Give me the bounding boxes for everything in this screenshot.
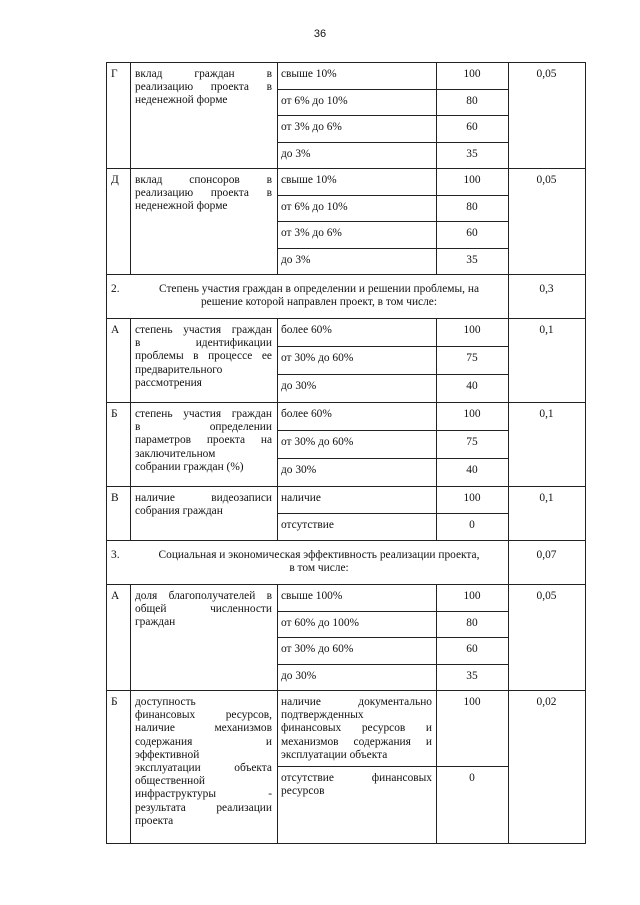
option-score: 100 [463,492,481,504]
option-label: от 6% до 10% [281,94,348,107]
table-vertical-rule [130,402,131,487]
table-horizontal-rule [106,168,586,169]
criterion-text-line: доступность [135,696,196,708]
weight-value: 0,05 [536,174,557,186]
option-score: 80 [466,94,478,107]
option-label: более 60% [281,408,332,420]
option-score: 60 [466,121,478,133]
table-vertical-rule [130,62,131,275]
option-label: свыше 100% [281,590,343,602]
table-horizontal-rule [106,318,586,319]
table-vertical-rule [508,486,509,541]
table-vertical-rule [130,486,131,541]
criterion-text-line: граждан [135,616,176,629]
criterion-text-line: рассмотрения [135,376,202,389]
table-horizontal-rule [277,458,509,459]
criterion-text-line: вклад граждан в [135,68,272,80]
row-letter: Д [111,174,119,186]
table-vertical-rule [130,584,131,691]
row-letter: Б [111,408,118,420]
criterion-text-line: в идентификации [135,337,272,350]
criterion-text-line: собрании граждан (%) [135,460,244,473]
criterion-text-line: эксплуатации объекта [135,762,272,774]
option-score: 100 [463,696,481,708]
criterion-text-line: доля благополучателей в [135,590,272,602]
table-vertical-rule [508,540,509,585]
option-score: 40 [466,380,478,392]
option-label: до 3% [281,147,311,160]
table-horizontal-rule [277,766,509,767]
criterion-text-line: наличие видеозаписи [135,492,272,504]
table-horizontal-rule [106,486,586,487]
section-title: Степень участия граждан в определении и решении проблемы, на [159,283,479,295]
table-vertical-rule [277,318,278,403]
option-label-line: отсутствие финансовых [281,772,432,784]
table-horizontal-rule [277,248,509,249]
row-letter: Б [111,696,118,708]
table-vertical-rule [277,402,278,487]
table-horizontal-rule [106,843,586,844]
table-vertical-rule [436,690,437,844]
row-letter: А [111,590,120,602]
criterion-text-line: в определении [135,421,272,434]
option-label: от 30% до 60% [281,643,354,655]
criterion-text-line: общественной [135,775,205,788]
criterion-text-line: финансовых ресурсов, [135,709,272,722]
option-label: от 30% до 60% [281,352,354,364]
criterion-text-line: эффективной [135,748,200,761]
table-horizontal-rule [277,221,509,222]
criterion-text-line: параметров проекта на [135,434,272,447]
section-number: 2. [111,283,120,295]
table-vertical-rule [130,690,131,844]
criterion-text-line: заключительном [135,447,216,460]
criterion-text-line: степень участия граждан [135,324,272,336]
table-vertical-rule [277,584,278,691]
option-score: 35 [466,669,478,682]
table-vertical-rule [508,318,509,403]
table-horizontal-rule [106,584,586,585]
weight-value: 0,3 [539,283,554,295]
table-vertical-rule [508,274,509,319]
table-horizontal-rule [277,430,509,431]
criterion-text-line: собрания граждан [135,505,223,518]
weight-value: 0,05 [536,590,557,602]
criterion-text-line: результата реализации [135,801,272,814]
criterion-text-line: инфраструктуры - [135,788,272,801]
option-score: 75 [466,436,478,448]
criterion-text-line: реализацию проекта в [135,187,272,200]
option-label: от 3% до 6% [281,121,342,133]
table-vertical-rule [436,486,437,541]
option-label: от 30% до 60% [281,436,354,448]
table-vertical-rule [436,318,437,403]
table-horizontal-rule [277,115,509,116]
table-vertical-rule [277,486,278,541]
section-title: решение которой направлен проект, в том числе: [200,296,438,309]
table-horizontal-rule [277,346,509,347]
criterion-text-line: степень участия граждан [135,408,272,420]
option-score: 100 [463,590,481,602]
table-horizontal-rule [106,62,586,63]
option-label: более 60% [281,324,332,336]
option-score: 0 [469,519,475,531]
table-horizontal-rule [277,637,509,638]
option-label-line: наличие документально [281,696,432,708]
table-vertical-rule [508,690,509,844]
option-score: 100 [463,174,481,186]
weight-value: 0,1 [539,408,554,420]
criterion-text-line: неденежной форме [135,94,228,107]
option-score: 40 [466,464,478,476]
table-horizontal-rule [106,540,586,541]
table-vertical-rule [508,584,509,691]
table-vertical-rule [436,584,437,691]
table-vertical-rule [585,62,586,844]
option-score: 35 [466,253,478,266]
option-score: 100 [463,408,481,420]
section-title: в том числе: [289,562,349,575]
option-score: 60 [466,227,478,239]
page-number: 36 [313,28,327,40]
table-vertical-rule [436,62,437,275]
criterion-text-line: наличие механизмов [135,722,272,735]
option-score: 35 [466,147,478,160]
section-title: Социальная и экономическая эффективность реализации проекта, [158,549,480,561]
table-vertical-rule [106,62,107,844]
option-label-line: подтвержденных [281,709,364,722]
option-label: до 30% [281,669,317,682]
table-vertical-rule [508,62,509,275]
option-label: до 3% [281,253,311,266]
criterion-text-line: предварительного [135,363,223,376]
option-score: 0 [469,772,475,784]
option-score: 60 [466,643,478,655]
option-label: от 3% до 6% [281,227,342,239]
table-vertical-rule [277,62,278,275]
weight-value: 0,1 [539,324,554,336]
table-horizontal-rule [106,274,586,275]
option-label: от 6% до 10% [281,200,348,213]
criterion-text-line: содержания и [135,735,272,748]
row-letter: Г [111,68,118,80]
table-horizontal-rule [277,142,509,143]
option-score: 75 [466,352,478,364]
option-label-line: финансовых ресурсов и [281,722,432,735]
option-label-line: ресурсов [281,785,325,798]
option-label: до 30% [281,380,317,392]
criterion-text-line: общей численности [135,603,272,616]
option-label: отсутствие [281,519,334,531]
option-label: до 30% [281,464,317,476]
criterion-text-line: вклад спонсоров в [135,174,272,186]
option-score: 100 [463,324,481,336]
criterion-text-line: проблемы в процессе ее [135,350,272,363]
table-horizontal-rule [277,664,509,665]
option-label-line: механизмов содержания и [281,735,432,748]
weight-value: 0,05 [536,68,557,80]
table-horizontal-rule [106,402,586,403]
row-letter: А [111,324,120,336]
criterion-text-line: неденежной форме [135,200,228,213]
table-horizontal-rule [277,374,509,375]
option-score: 100 [463,68,481,80]
criterion-text-line: реализацию проекта в [135,81,272,94]
option-label: от 60% до 100% [281,616,360,629]
option-score: 80 [466,616,478,629]
table-horizontal-rule [106,690,586,691]
weight-value: 0,1 [539,492,554,504]
weight-value: 0,02 [536,696,557,708]
row-letter: В [111,492,119,504]
table-vertical-rule [130,318,131,403]
table-horizontal-rule [277,89,509,90]
table-horizontal-rule [277,611,509,612]
table-horizontal-rule [277,513,509,514]
table-vertical-rule [508,402,509,487]
weight-value: 0,07 [536,549,557,561]
option-label-line: эксплуатации объекта [281,748,388,761]
table-horizontal-rule [277,195,509,196]
table-vertical-rule [277,690,278,844]
option-label: свыше 10% [281,68,337,80]
section-number: 3. [111,549,120,561]
option-score: 80 [466,200,478,213]
option-label: наличие [281,492,321,504]
criterion-text-line: проекта [135,814,174,827]
option-label: свыше 10% [281,174,337,186]
table-vertical-rule [436,402,437,487]
